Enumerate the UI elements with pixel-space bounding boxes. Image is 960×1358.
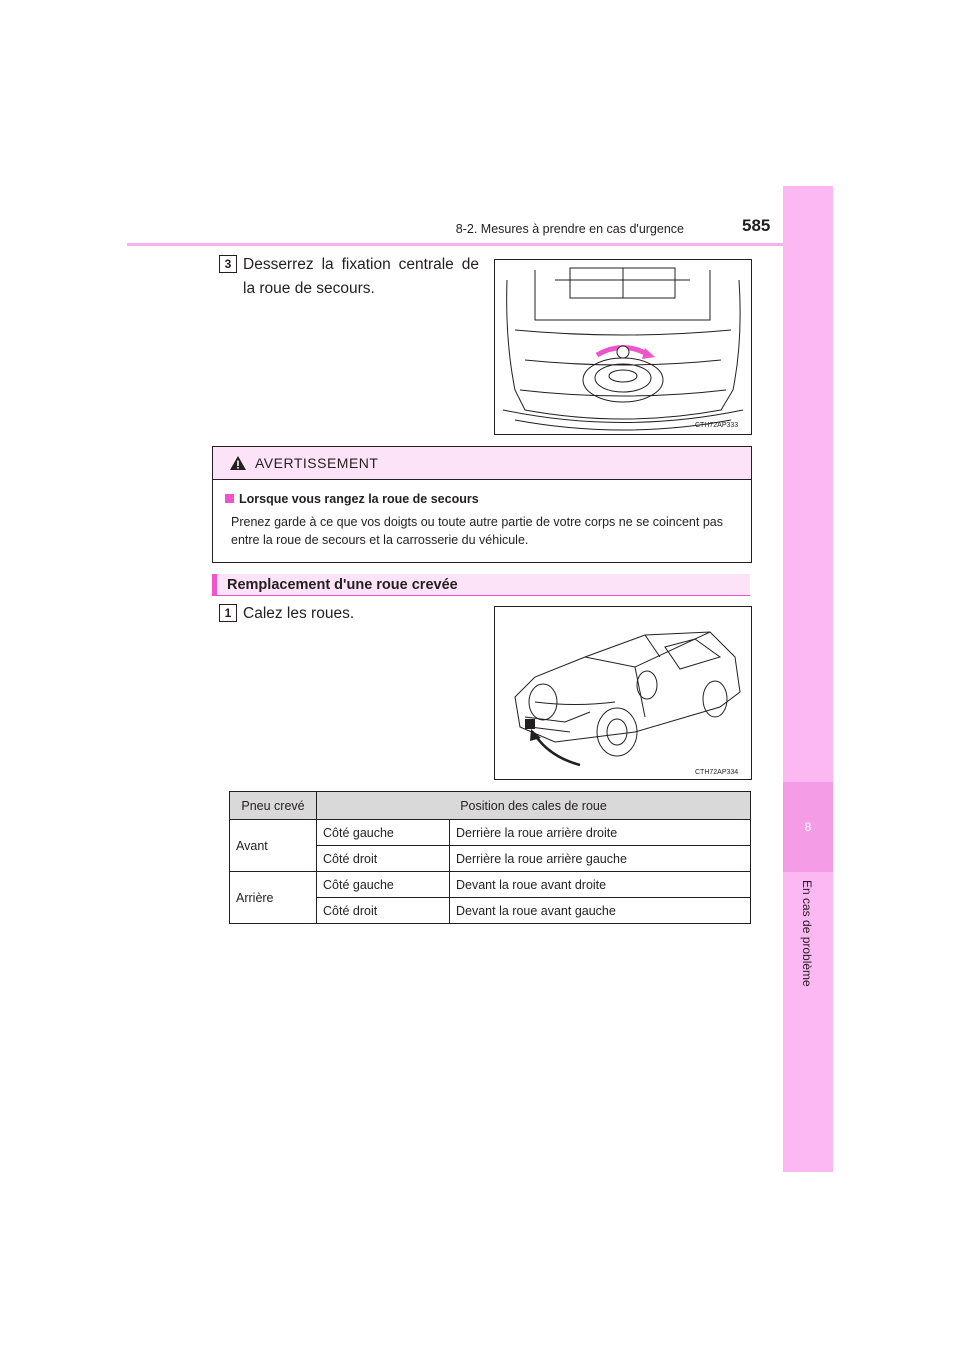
warning-subtitle: Lorsque vous rangez la roue de secours [239,492,479,506]
chapter-title-text: En cas de problème [800,880,814,987]
step-3-text: Desserrez la fixation centrale de la roue de secours. [243,256,479,297]
page-number: 585 [742,216,771,235]
wheel-chock-figure [494,606,752,780]
trunk-spare-wheel-illustration [495,260,751,434]
warning-box [212,446,752,563]
chapter-title [783,880,833,1000]
section-header: 8-2. Mesures à prendre en cas d'urgence [455,222,684,236]
figure-code-333: CTH72AP333 [695,422,739,429]
warning-header [213,447,751,480]
bullet-square-icon [225,494,234,503]
chapter-side-tab [783,186,833,1172]
table-cell: Devant la roue avant droite [450,872,751,898]
step-1-text: Calez les roues. [243,605,355,622]
step-3-marker: 3 [219,255,237,273]
table-cell: Côté gauche [317,872,450,898]
table-header-cell: Pneu crevé [230,792,317,820]
chapter-number: 8 [804,820,812,834]
table-header-cell: Position des cales de roue [317,792,751,820]
figure-code-334: CTH72AP334 [695,769,739,776]
table-cell: Côté gauche [317,820,450,846]
car-wheel-chock-illustration [495,607,751,779]
section-heading [212,574,750,596]
table-cell: Côté droit [317,898,450,924]
table-header-row [230,792,751,820]
table-cell: Derrière la roue arrière gauche [450,846,751,872]
warning-title: AVERTISSEMENT [255,455,379,471]
table-group-cell: Avant [230,820,317,872]
table-cell: Côté droit [317,846,450,872]
warning-body: Prenez garde à ce que vos doigts ou toute autre partie de votre corps ne se coincent pas entre la roue de secours et la carrosserie du véhicule. [231,515,723,547]
warning-triangle-icon [229,455,247,471]
section-heading-text: Remplacement d'une roue crevée [227,577,458,593]
wheel-chock-table [229,791,751,924]
spare-tire-figure [494,259,752,435]
warning-subtitle-row [225,492,479,506]
table-group-cell: Arrière [230,872,317,924]
header-divider [127,243,833,246]
table-row [230,872,751,898]
table-cell: Devant la roue avant gauche [450,898,751,924]
step-1-marker: 1 [219,604,237,622]
table-row [230,820,751,846]
table-cell: Derrière la roue arrière droite [450,820,751,846]
